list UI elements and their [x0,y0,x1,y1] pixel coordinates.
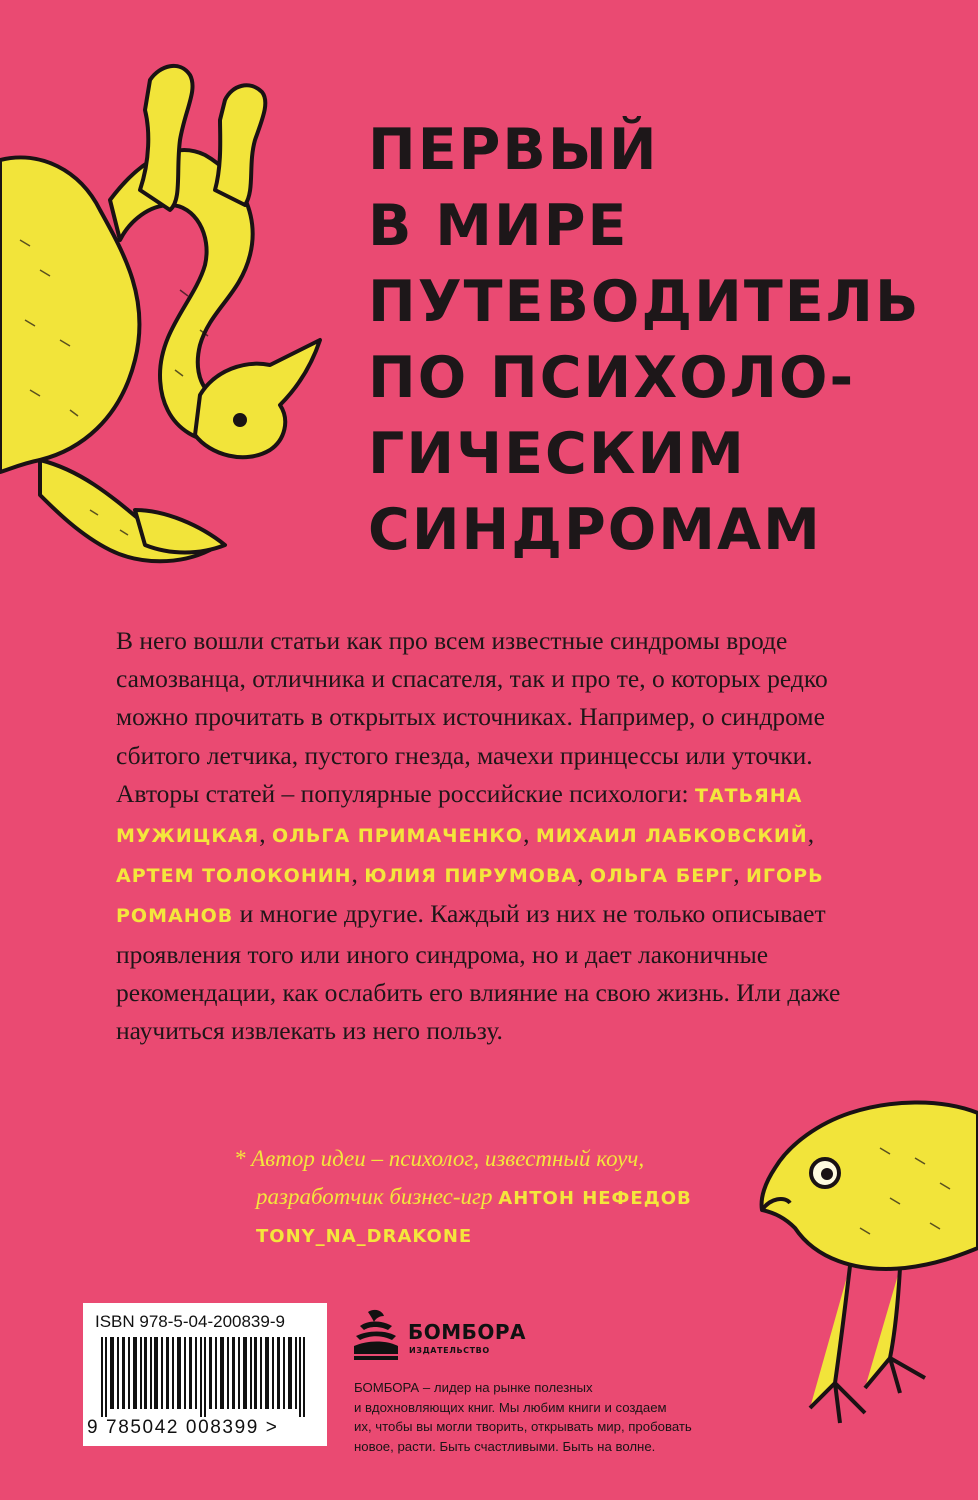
credit-line: * Автор идеи – психолог, известный коуч, [234,1146,645,1171]
book-description [116,622,856,1050]
headline [368,112,928,568]
separator: , [259,819,272,849]
creature-illustration-top [0,40,350,600]
description-text: В него вошли статьи как про всем известные синдромы вроде самозванца, отличника и спасателя, так и про те, о которых редко можно прочитать в открытых источниках. Например, о синдроме сбитого летчика, пустого гнезда, мачехи принцессы или уточки. Авторы статей – популярные российские психологи: [116,626,828,808]
publisher-description [354,1378,694,1456]
headline-line: СИНДРОМАМ [368,497,822,563]
publisher-description-line: новое, расти. Быть счастливыми. Быть на волне. [354,1438,656,1454]
author-name: ЮЛИЯ ПИРУМОВА [364,865,578,888]
description-text: и многие другие. Каждый из них не только описывает проявления того или иного синдрома, но и дает лаконичные рекомендации, как ослабить его влияние на свою жизнь. Или даже научиться извлекать из него пользу. [116,899,841,1046]
publisher-description-line: БОМБОРА – лидер на рынке полезных [354,1380,593,1395]
barcode-digits: 9 785042 008399 > [87,1417,279,1438]
author-name: ОЛЬГА БЕРГ [589,865,734,888]
headline-line: ГИЧЕСКИМ [368,421,746,487]
separator: , [577,859,590,889]
publisher-description-line: их, чтобы вы могли творить, открывать мир, пробовать [354,1419,692,1434]
credit-author-name: АНТОН НЕФЕДОВ [498,1188,692,1209]
idea-credit [234,1140,754,1256]
headline-line: ПЕРВЫЙ [368,117,659,183]
separator: , [733,859,746,889]
author-name: АРТЕМ ТОЛОКОНИН [116,865,352,888]
separator: , [523,819,536,849]
credit-prefix: разработчик бизнес-игр [256,1184,499,1209]
separator: , [351,859,365,889]
credit-line [234,1178,754,1218]
headline-line: ПО ПСИХОЛО- [368,345,856,411]
separator: , [807,819,815,849]
publisher-subtitle: ИЗДАТЕЛЬСТВО [409,1346,490,1355]
author-name: ТАТЬЯНА МУЖИЦКАЯ [116,784,803,848]
publisher-description-line: и вдохновляющих книг. Мы любим книги и создаем [354,1399,667,1415]
credit-handle: TONY_NA_DRAKONE [256,1226,473,1247]
author-name: МИХАИЛ ЛАБКОВСКИЙ [535,825,808,848]
creature-illustration-bottom [740,1088,978,1468]
author-name: ИГОРЬ РОМАНОВ [116,865,824,928]
isbn-label: ISBN 978-5-04-200839-9 [95,1312,285,1331]
headline-line: ПУТЕВОДИТЕЛЬ [368,269,921,335]
bombora-logo-icon [354,1308,398,1360]
isbn-barcode [83,1303,327,1446]
headline-line: В МИРЕ [368,193,629,259]
author-name: ОЛЬГА ПРИМАЧЕНКО [271,825,524,848]
publisher-name: БОМБОРА [408,1320,527,1344]
barcode-bars [93,1337,317,1417]
